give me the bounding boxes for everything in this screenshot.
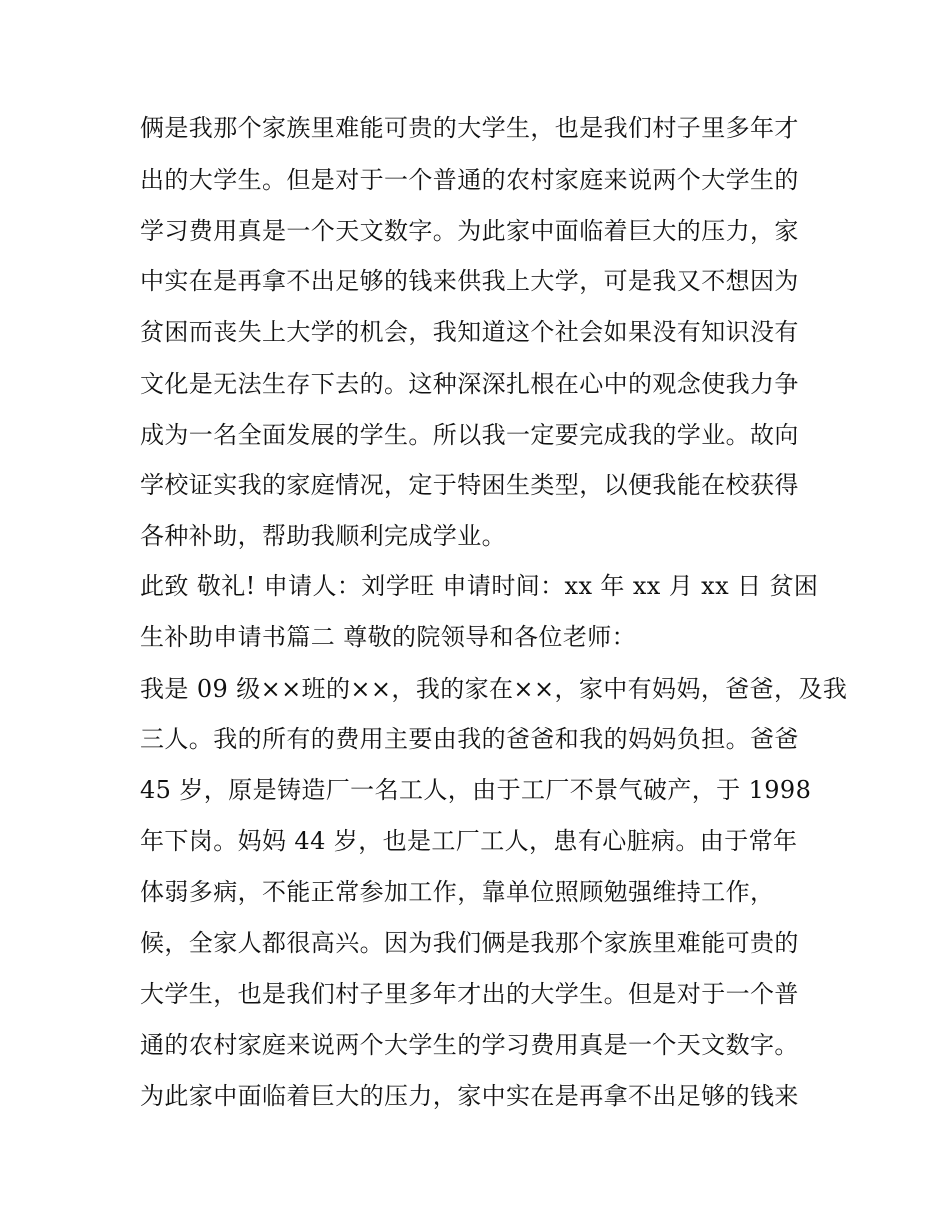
text-line: 此致 敬礼! 申请人：刘学旺 申请时间：xx 年 xx 月 xx 日 贫困 [140,572,819,600]
text-line: 为此家中面临着巨大的压力，家中实在是再拿不出足够的钱来 [140,1082,799,1110]
text-line: 三人。我的所有的费用主要由我的爸爸和我的妈妈负担。爸爸 [140,725,799,753]
text-line: 生补助申请书篇二 尊敬的院领导和各位老师： [140,623,637,651]
text-line: 文化是无法生存下去的。这种深深扎根在心中的观念使我力争 [140,370,799,398]
text-line: 体弱多病，不能正常参加工作，靠单位照顾勉强维持工作， [140,878,775,906]
text-line: 大学生，也是我们村子里多年才出的大学生。但是对于一个普 [140,980,799,1008]
text-line: 俩是我那个家族里难能可贵的大学生，也是我们村子里多年才 [140,114,799,142]
text-line: 年下岗。妈妈 44 岁，也是工厂工人，患有心脏病。由于常年 [140,827,798,855]
text-line: 45 岁，原是铸造厂一名工人，由于工厂不景气破产，于 1998 [140,776,812,804]
text-line: 我是 09 级××班的××，我的家在××，家中有妈妈，爸爸，及我 [140,675,848,703]
text-line: 学习费用真是一个天文数字。为此家中面临着巨大的压力，家 [140,217,799,245]
text-line: 学校证实我的家庭情况，定于特困生类型，以便我能在校获得 [140,471,799,499]
text-line: 通的农村家庭来说两个大学生的学习费用真是一个天文数字。 [140,1031,799,1059]
text-line: 候，全家人都很高兴。因为我们俩是我那个家族里难能可贵的 [140,929,799,957]
text-line: 中实在是再拿不出足够的钱来供我上大学，可是我又不想因为 [140,267,799,295]
text-line: 各种补助，帮助我顺利完成学业。 [140,522,506,550]
text-line: 出的大学生。但是对于一个普通的农村家庭来说两个大学生的 [140,166,799,194]
text-line: 贫困而丧失上大学的机会，我知道这个社会如果没有知识没有 [140,318,799,346]
text-line: 成为一名全面发展的学生。所以我一定要完成我的学业。故向 [140,421,799,449]
